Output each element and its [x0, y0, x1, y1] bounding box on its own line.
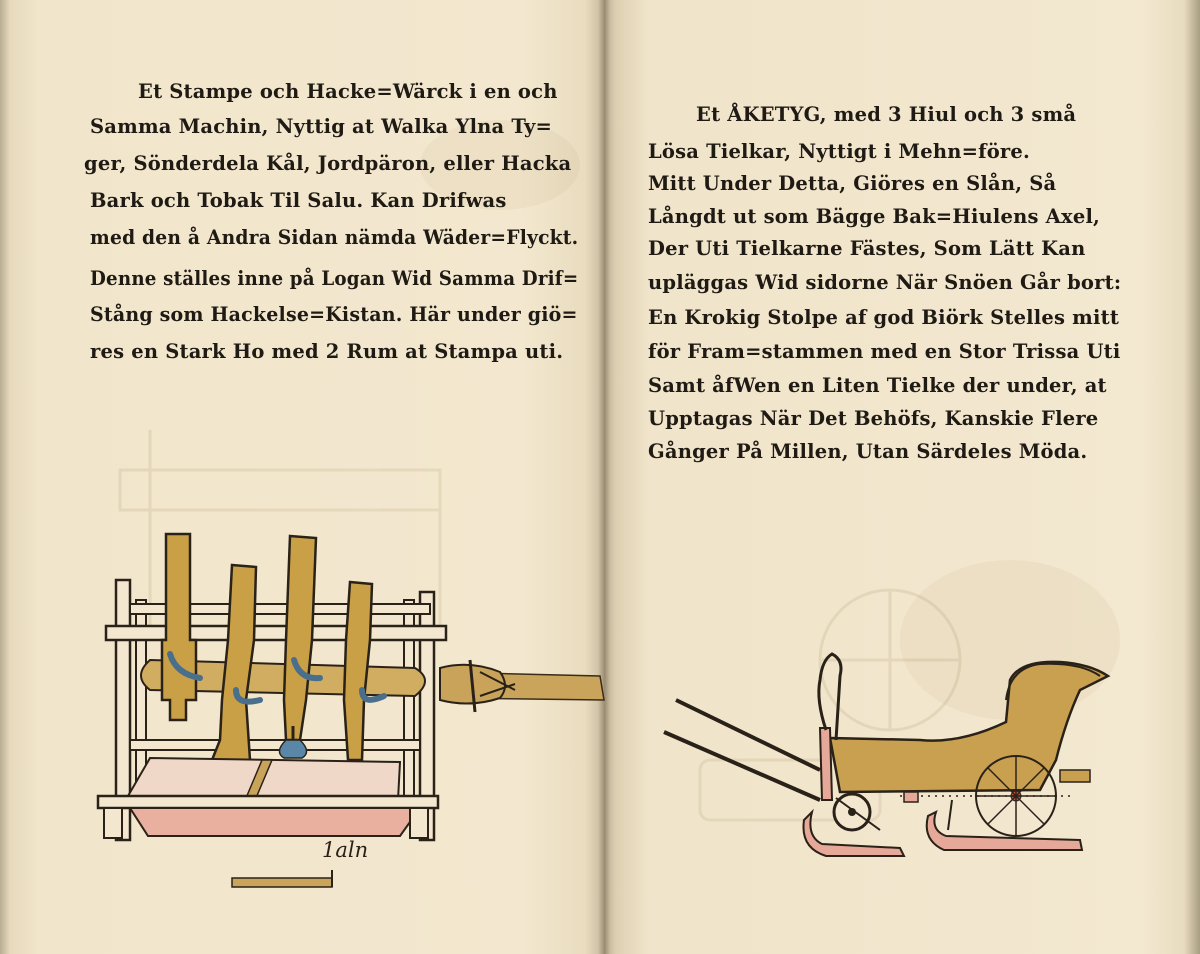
sledge-vehicle-illustration: [664, 654, 1108, 856]
front-post: [820, 728, 832, 800]
text-line: Långdt ut som Bägge Bak=Hiulens Axel,: [648, 205, 1101, 228]
stamping-trough: [130, 808, 420, 836]
text-line: Upptagas När Det Behöfs, Kanskie Flere: [648, 407, 1099, 430]
text-line: En Krokig Stolpe af god Biörk Stelles mitt: [648, 306, 1120, 329]
text-line: upläggas Wid sidorne När Snöen Går bort:: [648, 271, 1122, 294]
text-line: Samt åfWen en Liten Tielke der under, at: [648, 374, 1107, 397]
stamper: [284, 536, 316, 740]
stamper-foot: [279, 740, 306, 758]
text-line: Samma Machin, Nyttig at Walka Ylna Ty=: [90, 115, 553, 138]
text-line: Lösa Tielkar, Nyttigt i Mehn=före.: [648, 140, 1030, 163]
text-line: Mitt Under Detta, Giöres en Slån, Så: [648, 172, 1057, 195]
text-line: Stång som Hackelse=Kistan. Här under giö=: [90, 303, 578, 326]
text-line: ger, Sönderdela Kål, Jordpäron, eller Hacka: [84, 152, 572, 175]
text-line: Bark och Tobak Til Salu. Kan Drifwas: [90, 189, 507, 212]
text-line: Denne ställes inne på Logan Wid Samma Drif=: [90, 267, 579, 290]
text-line: Der Uti Tielkarne Fästes, Som Lätt Kan: [648, 237, 1086, 260]
stamper: [162, 534, 196, 720]
text-line: Et ÅKETYG, med 3 Hiul och 3 små: [696, 103, 1077, 126]
text-line: med den å Andra Sidan nämda Wäder=Flyckt.: [90, 226, 579, 249]
text-line: Gånger På Millen, Utan Särdeles Möda.: [648, 440, 1088, 463]
stamper: [344, 582, 372, 760]
scale-bar: [232, 878, 332, 887]
base-beam: [98, 796, 438, 808]
text-line: för Fram=stammen med en Stor Trissa Uti: [648, 340, 1121, 363]
stamping-machine-illustration: [98, 534, 604, 887]
top-rail: [106, 626, 446, 640]
text-line: res en Stark Ho med 2 Rum at Stampa uti.: [90, 340, 564, 363]
text-line: Et Stampe och Hacke=Wärck i en och: [138, 80, 558, 103]
shaft-pole: [664, 732, 820, 800]
scale-label: 1aln: [322, 838, 369, 862]
wheel-spokes: [976, 756, 1056, 836]
